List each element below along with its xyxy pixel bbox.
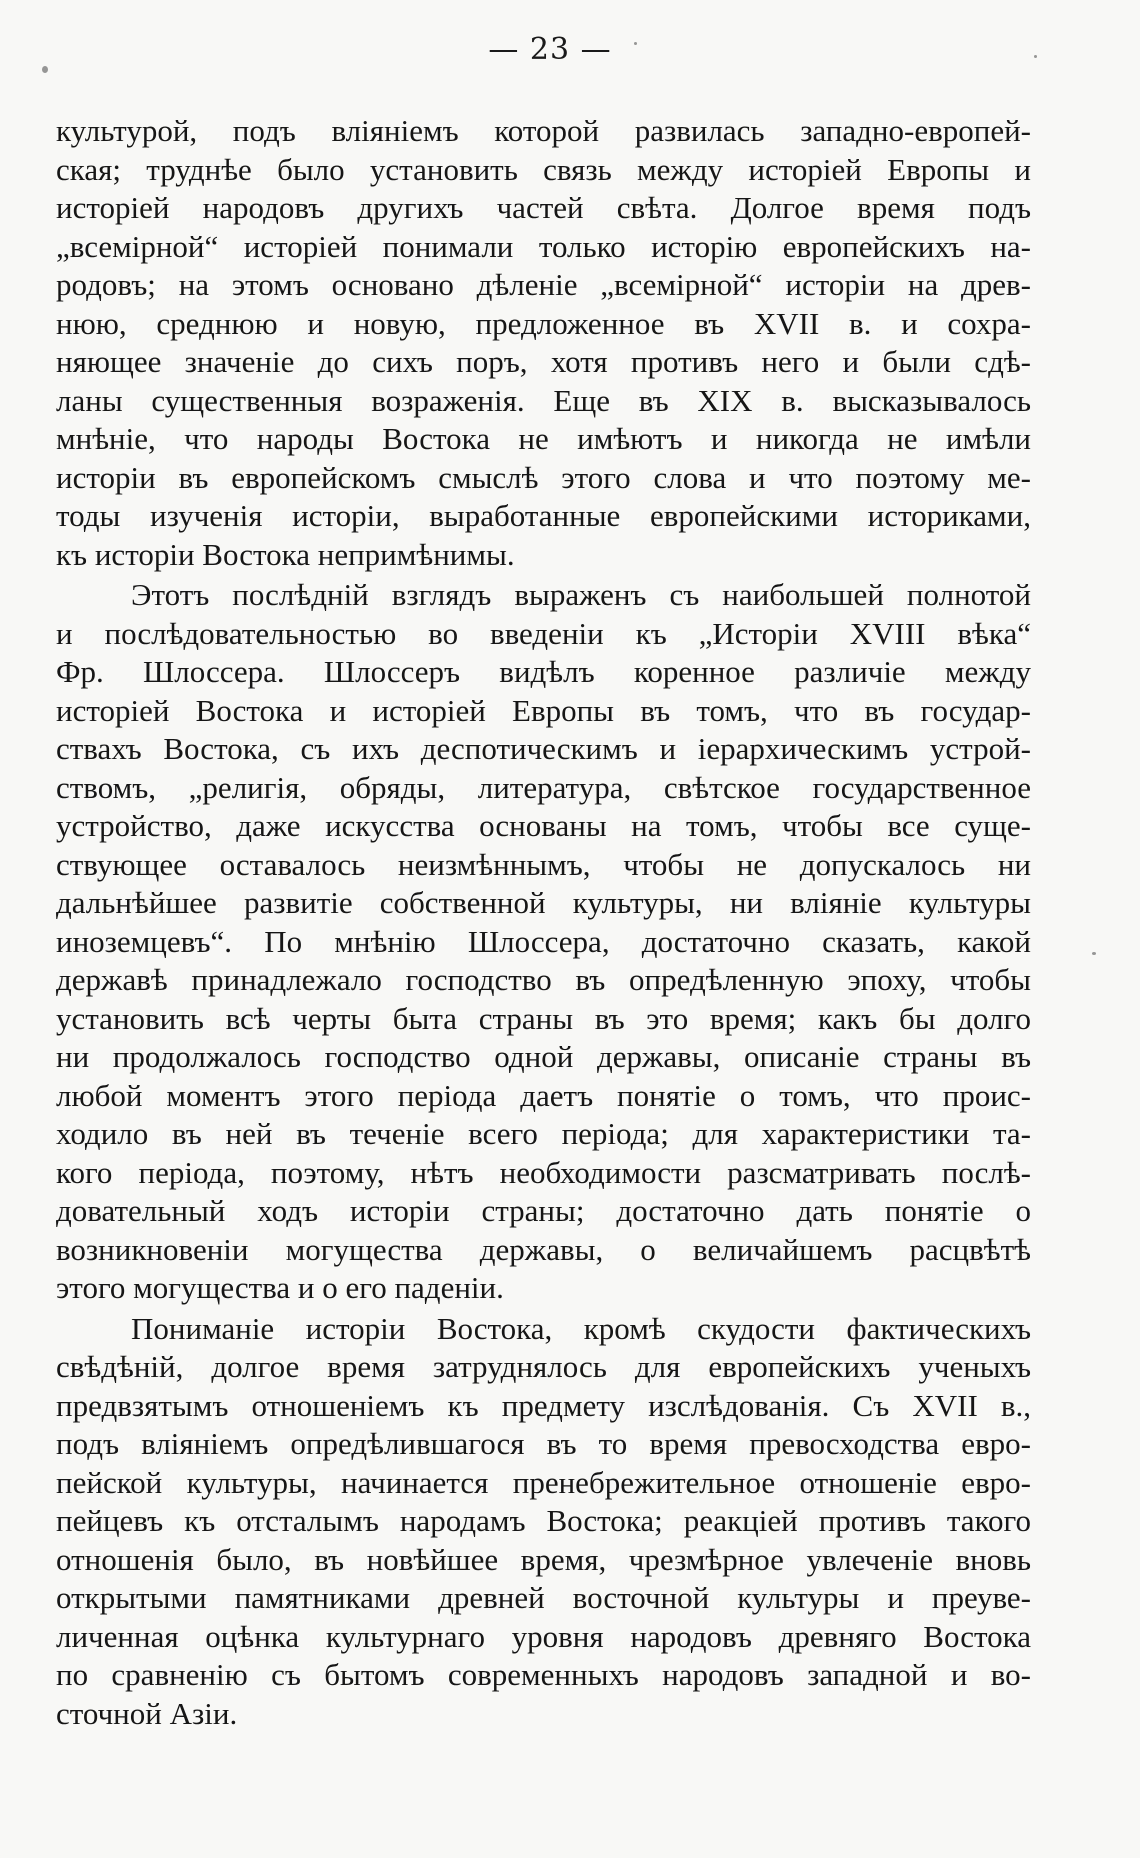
text-line: устройство, даже искусства основаны на томъ, чтобы все суще- [56, 808, 1031, 843]
text-line: по сравненію съ бытомъ современныхъ народовъ западной и во- [56, 1657, 1031, 1692]
text-line: подъ вліяніемъ опредѣлившагося въ то время превосходства евро- [56, 1426, 1031, 1461]
text-line: ская; труднѣе было установить связь между исторіей Европы и [56, 151, 1031, 187]
paragraph [56, 112, 1031, 574]
text-line: иноземцевъ“. По мнѣнію Шлоссера, достаточно сказать, какой [56, 923, 1031, 959]
text-line: открытыми памятниками древней восточной культуры и преуве- [56, 1580, 1031, 1615]
text-line: этого могущества и о его паденіи. [56, 1270, 504, 1305]
text-line: ствующее оставалось неизмѣннымъ, чтобы не допускалось ни [56, 846, 1031, 882]
text-line: возникновеніи могущества державы, о величайшемъ расцвѣтѣ [56, 1231, 1031, 1267]
body-text [56, 112, 1031, 1733]
text-line: ствахъ Востока, съ ихъ деспотическимъ и іерархическимъ устрой- [56, 731, 1031, 766]
text-line: ходило въ ней въ теченіе всего періода; для характеристики та- [56, 1116, 1031, 1151]
text-line: предвзятымъ отношеніемъ къ предмету изслѣдованія. Съ XVII в., [56, 1387, 1031, 1423]
text-line: сточной Азіи. [56, 1695, 238, 1731]
text-line: мнѣніе, что народы Востока не имѣютъ и никогда не имѣли [56, 421, 1031, 456]
text-line: Пониманіе исторіи Востока, кромѣ скудости фактическихъ [131, 1310, 1031, 1346]
text-line: ствомъ, „религія, обряды, литература, свѣтское государственное [56, 769, 1031, 805]
text-line: „всемірной“ исторіей понимали только исторію европейскихъ на- [56, 228, 1031, 264]
paragraph [56, 576, 1031, 1308]
text-line: Этотъ послѣдній взглядъ выраженъ съ наибольшей полнотой [131, 577, 1031, 612]
text-line: дальнѣйшее развитіе собственной культуры, ни вліяніе культуры [56, 885, 1031, 920]
text-line: свѣдѣній, долгое время затруднялось для европейскихъ ученыхъ [56, 1349, 1031, 1384]
text-line: ни продолжалось господство одной державы, описаніе страны въ [56, 1039, 1031, 1074]
print-speck [1034, 55, 1037, 58]
text-line: исторіей народовъ другихъ частей свѣта. Долгое время подъ [56, 190, 1031, 225]
text-line: любой моментъ этого періода даетъ понятіе о томъ, что проис- [56, 1077, 1031, 1113]
text-line: Фр. Шлоссера. Шлоссеръ видѣлъ коренное различіе между [56, 654, 1031, 689]
text-line: нюю, среднюю и новую, предложенное въ XVII в. и сохра- [56, 305, 1031, 341]
print-speck [42, 66, 48, 73]
print-speck [634, 42, 637, 45]
text-line: родовъ; на этомъ основано дѣленіе „всемірной“ исторіи на древ- [56, 267, 1031, 302]
text-line: отношенія было, въ новѣйшее время, чрезмѣрное увлеченіе вновь [56, 1541, 1031, 1577]
text-line: культурой, подъ вліяніемъ которой развилась западно-европей- [56, 113, 1031, 148]
text-line: довательный ходъ исторіи страны; достаточно дать понятіе о [56, 1193, 1031, 1228]
text-line: няющее значеніе до сихъ поръ, хотя противъ него и были сдѣ- [56, 344, 1031, 379]
text-line: тоды изученія исторіи, выработанные европейскими историками, [56, 498, 1031, 533]
text-line: къ исторіи Востока непримѣнимы. [56, 536, 515, 572]
text-line: пейской культуры, начинается пренебрежительное отношеніе евро- [56, 1464, 1031, 1500]
text-line: и послѣдовательностью во введеніи къ „Исторіи XVIII вѣка“ [56, 615, 1031, 651]
text-line: установить всѣ черты быта страны въ это время; какъ бы долго [56, 1000, 1031, 1036]
text-line: пейцевъ къ отсталымъ народамъ Востока; реакціей противъ такого [56, 1503, 1031, 1538]
print-speck [1092, 952, 1096, 955]
text-line: кого періода, поэтому, нѣтъ необходимости разсматривать послѣ- [56, 1154, 1031, 1190]
text-line: ланы существенныя возраженія. Еще въ XIX в. высказывалось [56, 382, 1031, 418]
text-line: державѣ принадлежало господство въ опредѣленную эпоху, чтобы [56, 962, 1031, 997]
text-line: исторіи въ европейскомъ смыслѣ этого слова и что поэтому ме- [56, 459, 1031, 495]
paragraph [56, 1310, 1031, 1734]
page-number: — 23 — [488, 32, 612, 67]
text-line: личенная оцѣнка культурнаго уровня народовъ древняго Востока [56, 1618, 1031, 1654]
text-line: исторіей Востока и исторіей Европы въ томъ, что въ государ- [56, 692, 1031, 728]
